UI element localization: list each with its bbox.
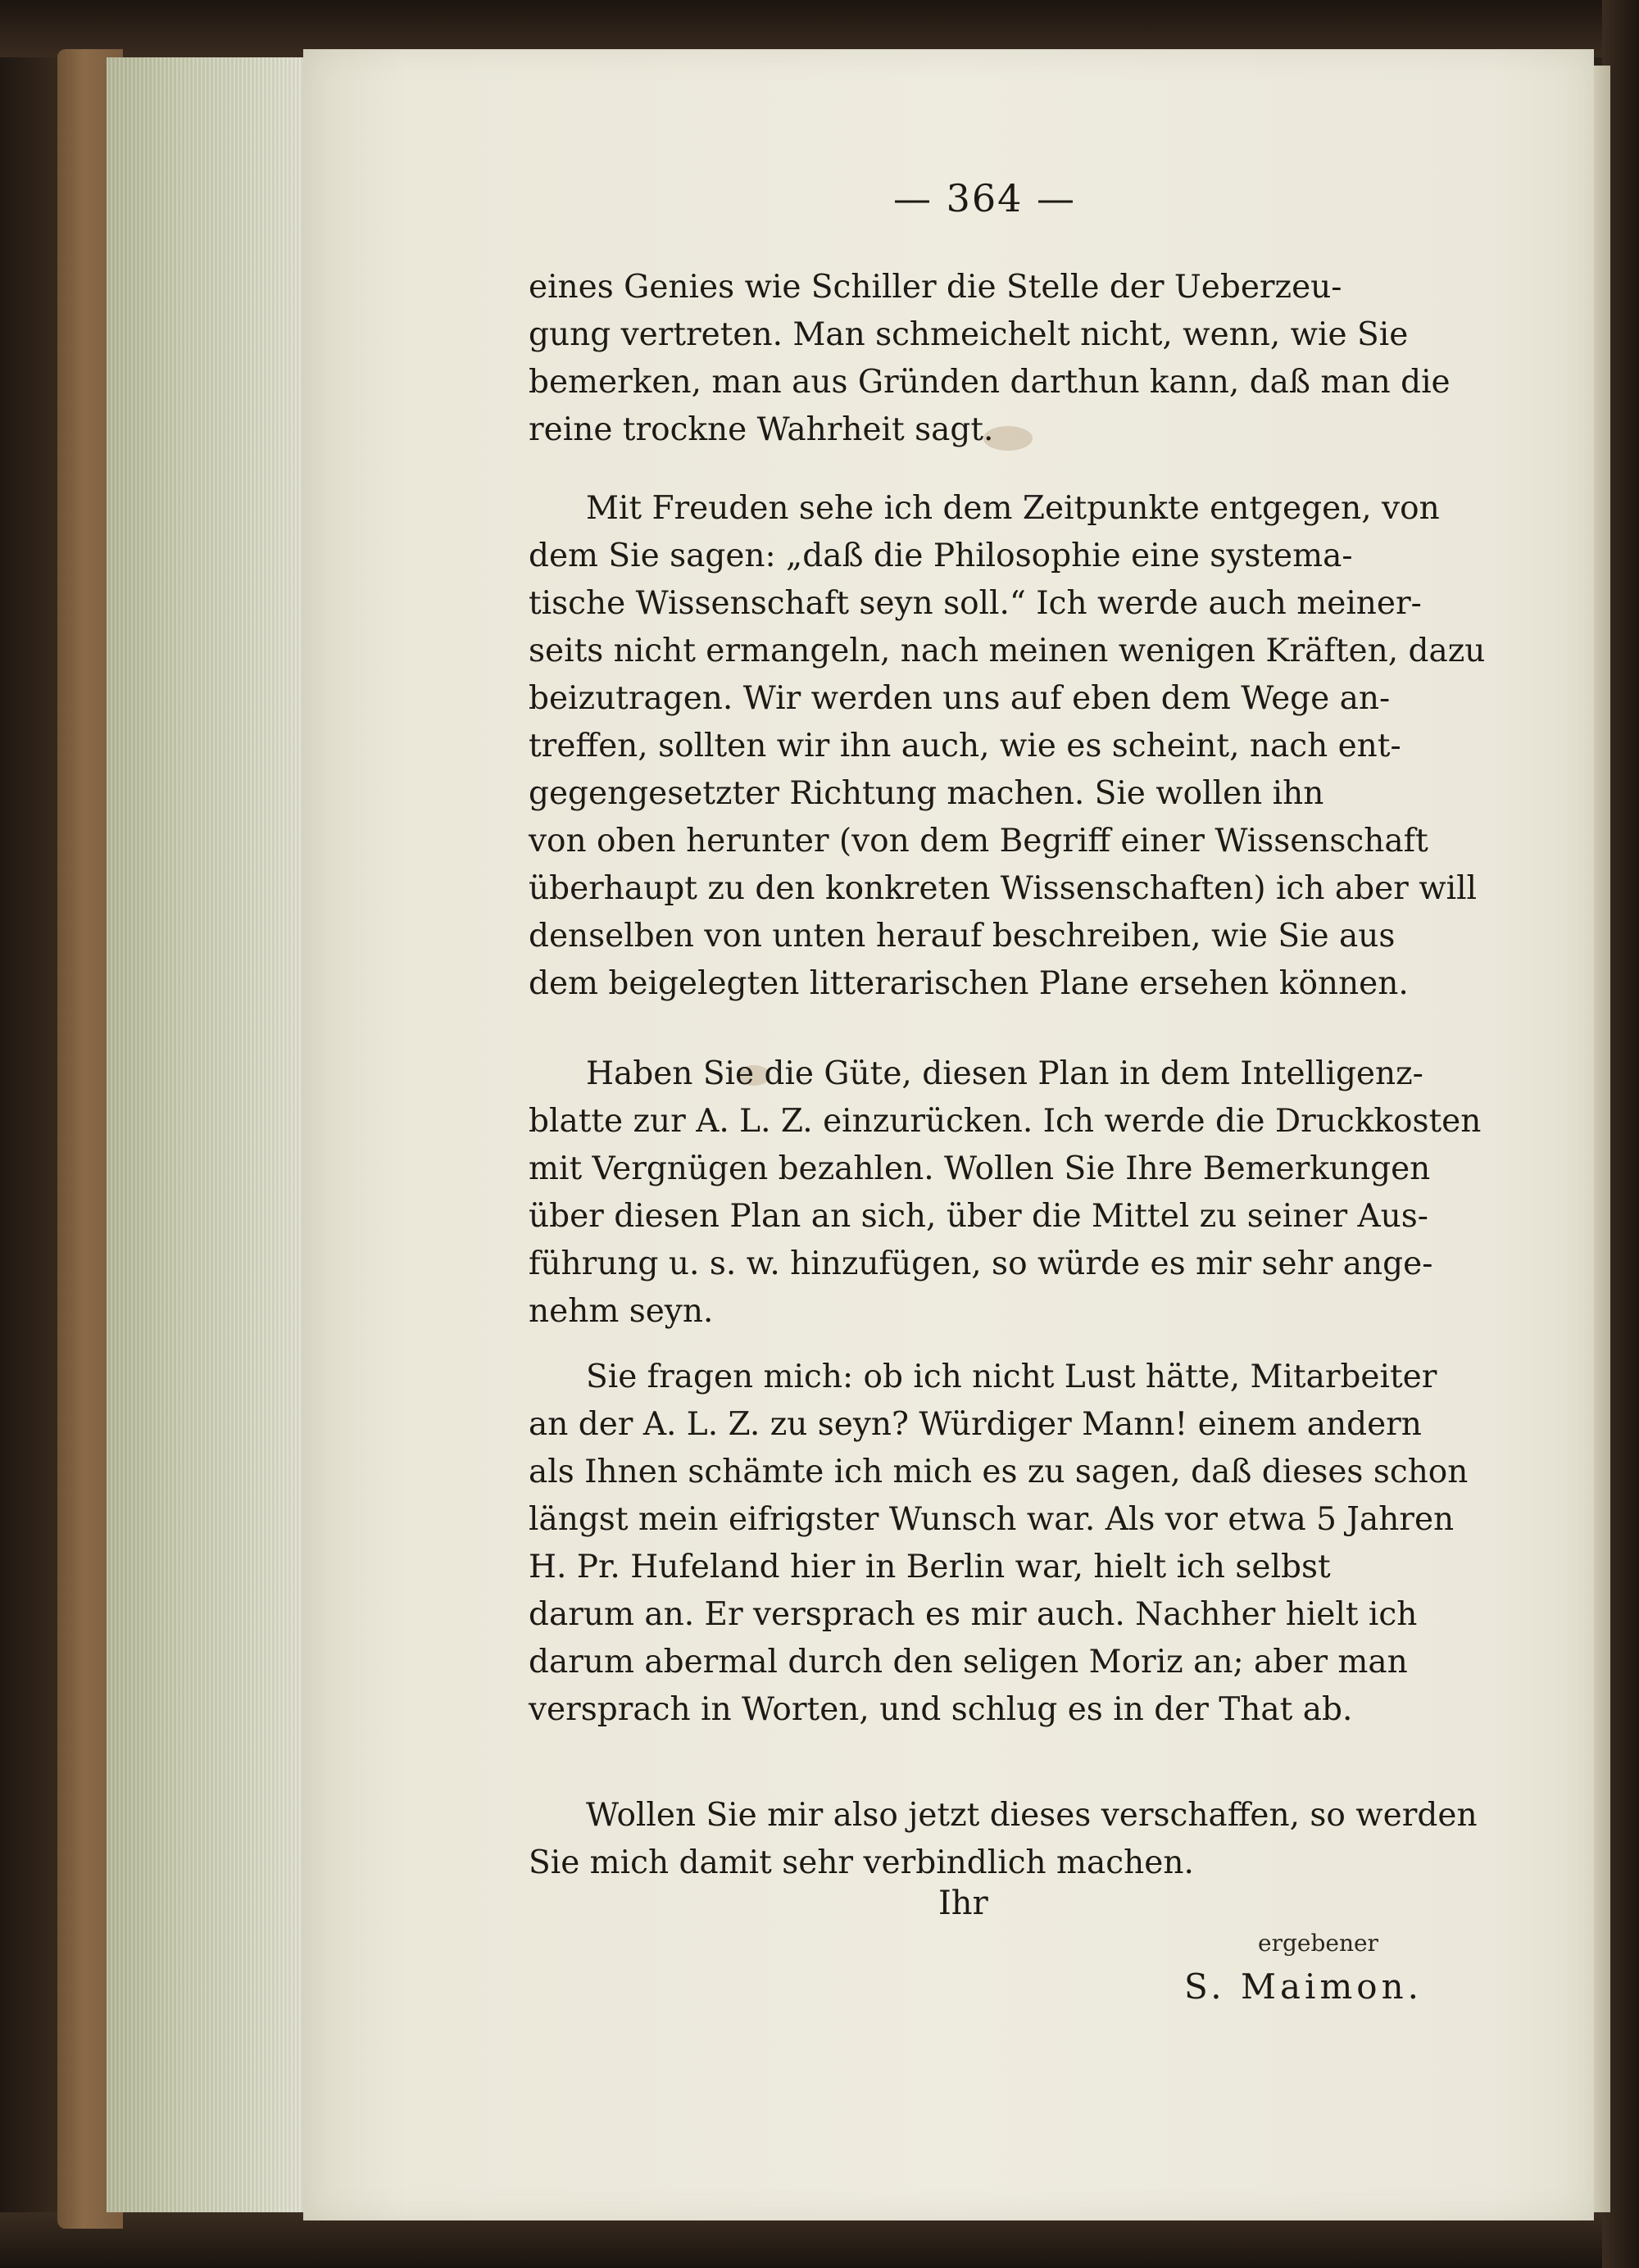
author-signature: S. Maimon. bbox=[1184, 1966, 1423, 2007]
paragraph-3 bbox=[529, 1049, 1496, 1334]
text-line: nehm seyn. bbox=[529, 1293, 714, 1330]
text-line: treffen, sollten wir ihn auch, wie es scheint, nach ent- bbox=[529, 728, 1401, 764]
text-line: Wollen Sie mir also jetzt dieses verschaffen, so werden bbox=[586, 1797, 1478, 1834]
text-line: überhaupt zu den konkreten Wissenschaften) ich aber will bbox=[529, 870, 1478, 907]
text-line: Sie fragen mich: ob ich nicht Lust hätte, Mitarbeiter bbox=[586, 1359, 1437, 1395]
book-cover-bottom bbox=[0, 2212, 1639, 2268]
text-line: über diesen Plan an sich, über die Mittel zu seiner Aus- bbox=[529, 1198, 1428, 1235]
paragraph-5 bbox=[529, 1790, 1496, 1885]
text-line: mit Vergnügen bezahlen. Wollen Sie Ihre Bemerkungen bbox=[529, 1150, 1431, 1187]
paragraph-4 bbox=[529, 1352, 1496, 1732]
facing-page-edge bbox=[1594, 66, 1610, 2212]
text-line: seits nicht ermangeln, nach meinen wenigen Kräften, dazu bbox=[529, 633, 1486, 669]
closing-salutation: Ihr bbox=[938, 1885, 988, 1922]
text-line: beizutragen. Wir werden uns auf eben dem Wege an- bbox=[529, 680, 1391, 717]
text-line: dem Sie sagen: „daß die Philosophie eine systema- bbox=[529, 538, 1353, 574]
text-line: versprach in Worten, und schlug es in der That ab. bbox=[529, 1691, 1353, 1728]
text-line: dem beigelegten litterarischen Plane ersehen können. bbox=[529, 965, 1409, 1002]
text-line: als Ihnen schämte ich mich es zu sagen, daß dieses schon bbox=[529, 1454, 1469, 1490]
text-line: an der A. L. Z. zu seyn? Würdiger Mann! einem andern bbox=[529, 1406, 1422, 1443]
text-line: Sie mich damit sehr verbindlich machen. bbox=[529, 1844, 1194, 1881]
text-line: tische Wissenschaft seyn soll.“ Ich werde auch meiner- bbox=[529, 585, 1422, 622]
paragraph-1 bbox=[529, 262, 1496, 452]
text-line: von oben herunter (von dem Begriff einer Wissenschaft bbox=[529, 823, 1428, 860]
text-line: bemerken, man aus Gründen darthun kann, daß man die bbox=[529, 364, 1451, 401]
text-line: Mit Freuden sehe ich dem Zeitpunkte entgegen, von bbox=[586, 490, 1440, 527]
text-line: darum an. Er versprach es mir auch. Nachher hielt ich bbox=[529, 1596, 1418, 1633]
text-line: darum abermal durch den seligen Moriz an; aber man bbox=[529, 1644, 1408, 1681]
text-line: H. Pr. Hufeland hier in Berlin war, hielt ich selbst bbox=[529, 1549, 1331, 1585]
text-line: denselben von unten herauf beschreiben, wie Sie aus bbox=[529, 918, 1396, 955]
page-number: — 364 — bbox=[893, 176, 1077, 220]
text-line: gung vertreten. Man schmeichelt nicht, wenn, wie Sie bbox=[529, 316, 1409, 353]
text-line: reine trockne Wahrheit sagt. bbox=[529, 411, 994, 448]
closing-ergebener: ergebener bbox=[1258, 1930, 1378, 1957]
text-line: führung u. s. w. hinzufügen, so würde es mir sehr ange- bbox=[529, 1245, 1433, 1282]
text-line: gegengesetzter Richtung machen. Sie wollen ihn bbox=[529, 775, 1324, 812]
paragraph-2 bbox=[529, 483, 1496, 1006]
text-line: Haben Sie die Güte, diesen Plan in dem Intelligenz- bbox=[586, 1055, 1423, 1092]
text-line: längst mein eifrigster Wunsch war. Als vor etwa 5 Jahren bbox=[529, 1501, 1455, 1538]
page-stack-edge bbox=[107, 57, 311, 2212]
text-line: blatte zur A. L. Z. einzurücken. Ich werde die Druckkosten bbox=[529, 1103, 1482, 1140]
text-line: eines Genies wie Schiller die Stelle der Ueberzeu- bbox=[529, 269, 1342, 306]
